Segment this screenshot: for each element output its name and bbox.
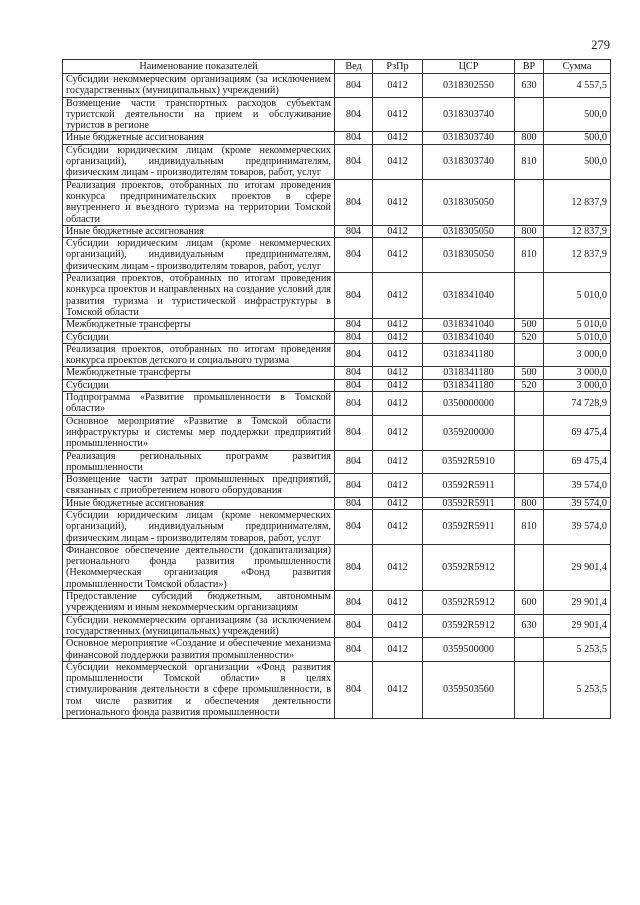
cell-sum: 500,0: [544, 97, 611, 132]
cell-sum: 39 574,0: [544, 509, 611, 544]
table-row: [63, 614, 611, 638]
cell-csr: 03592R5912: [423, 544, 515, 590]
cell-vr: 630: [515, 74, 544, 98]
cell-name: Реализация проектов, отобранных по итогам проведения конкурса проектов детского и социального туризма: [63, 343, 335, 367]
cell-csr: 03592R5910: [423, 450, 515, 474]
budget-table: [62, 59, 611, 719]
cell-vr: 630: [515, 614, 544, 638]
cell-csr: 0318305050: [423, 225, 515, 237]
cell-rzpr: 0412: [373, 74, 423, 98]
cell-ved: 804: [335, 179, 373, 225]
cell-ved: 804: [335, 509, 373, 544]
cell-vr: 800: [515, 132, 544, 144]
cell-vr: [515, 638, 544, 662]
cell-sum: 29 901,4: [544, 544, 611, 590]
cell-ved: 804: [335, 497, 373, 509]
cell-csr: 0318303740: [423, 97, 515, 132]
table-row: [63, 661, 611, 718]
cell-csr: 0318305050: [423, 238, 515, 273]
cell-csr: 0318305050: [423, 179, 515, 225]
cell-vr: [515, 343, 544, 367]
cell-csr: 0350000000: [423, 392, 515, 416]
cell-ved: 804: [335, 97, 373, 132]
table-row: [63, 544, 611, 590]
header-vr: ВР: [515, 60, 544, 74]
cell-vr: [515, 97, 544, 132]
cell-rzpr: 0412: [373, 379, 423, 391]
cell-sum: 5 253,5: [544, 661, 611, 718]
cell-sum: 74 728,9: [544, 392, 611, 416]
cell-csr: 0318303740: [423, 132, 515, 144]
cell-ved: 804: [335, 74, 373, 98]
cell-csr: 0318341180: [423, 343, 515, 367]
cell-vr: [515, 474, 544, 498]
page-number: 279: [591, 38, 610, 52]
cell-name: Иные бюджетные ассигнования: [63, 225, 335, 237]
cell-name: Субсидии некоммерческим организациям (за исключением государственных (муниципальных) учреждений): [63, 74, 335, 98]
cell-rzpr: 0412: [373, 144, 423, 179]
cell-rzpr: 0412: [373, 544, 423, 590]
cell-vr: 520: [515, 379, 544, 391]
table-row: [63, 331, 611, 343]
table-row: [63, 273, 611, 319]
cell-ved: 804: [335, 415, 373, 450]
cell-sum: 5 253,5: [544, 638, 611, 662]
cell-sum: 39 574,0: [544, 497, 611, 509]
cell-rzpr: 0412: [373, 132, 423, 144]
table-row: [63, 132, 611, 144]
cell-sum: 500,0: [544, 144, 611, 179]
cell-vr: 800: [515, 497, 544, 509]
cell-rzpr: 0412: [373, 331, 423, 343]
cell-name: Иные бюджетные ассигнования: [63, 132, 335, 144]
cell-ved: 804: [335, 544, 373, 590]
cell-name: Реализация проектов, отобранных по итогам проведения конкурса проектов и направленных на создание условий для развития туризма и туристической инфраструктуры в Томской области: [63, 273, 335, 319]
cell-vr: [515, 661, 544, 718]
cell-sum: 4 557,5: [544, 74, 611, 98]
cell-ved: 804: [335, 331, 373, 343]
cell-rzpr: 0412: [373, 614, 423, 638]
cell-vr: [515, 450, 544, 474]
cell-vr: [515, 415, 544, 450]
table-row: [63, 474, 611, 498]
cell-ved: 804: [335, 614, 373, 638]
cell-ved: 804: [335, 591, 373, 615]
cell-sum: 5 010,0: [544, 273, 611, 319]
table-body: [63, 74, 611, 719]
cell-csr: 03592R5912: [423, 591, 515, 615]
cell-name: Субсидии: [63, 379, 335, 391]
cell-rzpr: 0412: [373, 343, 423, 367]
cell-sum: 3 000,0: [544, 343, 611, 367]
cell-sum: 12 837,9: [544, 179, 611, 225]
table-row: [63, 379, 611, 391]
cell-name: Межбюджетные трансферты: [63, 319, 335, 331]
cell-csr: 0318341040: [423, 331, 515, 343]
cell-csr: 0359500000: [423, 638, 515, 662]
cell-ved: 804: [335, 450, 373, 474]
cell-vr: [515, 392, 544, 416]
cell-ved: 804: [335, 238, 373, 273]
table-row: [63, 74, 611, 98]
cell-name: Реализация региональных программ развития промышленности: [63, 450, 335, 474]
table-row: [63, 343, 611, 367]
cell-ved: 804: [335, 319, 373, 331]
cell-ved: 804: [335, 661, 373, 718]
cell-sum: 69 475,4: [544, 415, 611, 450]
cell-csr: 03592R5911: [423, 474, 515, 498]
cell-sum: 5 010,0: [544, 319, 611, 331]
cell-sum: 29 901,4: [544, 591, 611, 615]
cell-ved: 804: [335, 379, 373, 391]
cell-rzpr: 0412: [373, 179, 423, 225]
table-row: [63, 144, 611, 179]
cell-rzpr: 0412: [373, 497, 423, 509]
cell-name: Возмещение части затрат промышленных предприятий, связанных с приобретением нового оборудования: [63, 474, 335, 498]
table-row: [63, 392, 611, 416]
cell-sum: 12 837,9: [544, 238, 611, 273]
cell-csr: 03592R5911: [423, 509, 515, 544]
header-name: Наименование показателей: [63, 60, 335, 74]
cell-ved: 804: [335, 392, 373, 416]
table-row: [63, 497, 611, 509]
table-row: [63, 450, 611, 474]
cell-name: Основное мероприятие «Создание и обеспечение механизма финансовой поддержки развития промышленности»: [63, 638, 335, 662]
table-row: [63, 367, 611, 379]
cell-vr: 800: [515, 225, 544, 237]
table-row: [63, 225, 611, 237]
cell-vr: 810: [515, 509, 544, 544]
table-row: [63, 591, 611, 615]
cell-name: Подпрограмма «Развитие промышленности в Томской области»: [63, 392, 335, 416]
cell-csr: 0318302550: [423, 74, 515, 98]
header-csr: ЦСР: [423, 60, 515, 74]
cell-sum: 5 010,0: [544, 331, 611, 343]
cell-rzpr: 0412: [373, 319, 423, 331]
cell-sum: 3 000,0: [544, 379, 611, 391]
cell-name: Возмещение части транспортных расходов субъектам туристской деятельности на прием и обслуживание туристов в регионе: [63, 97, 335, 132]
cell-ved: 804: [335, 474, 373, 498]
cell-name: Субсидии юридическим лицам (кроме некоммерческих организаций), индивидуальным предпринимателям, физическим лицам - производителям товаров, работ, услуг: [63, 144, 335, 179]
cell-sum: 500,0: [544, 132, 611, 144]
table-row: [63, 319, 611, 331]
cell-rzpr: 0412: [373, 97, 423, 132]
cell-vr: 500: [515, 319, 544, 331]
cell-name: Субсидии юридическим лицам (кроме некоммерческих организаций), индивидуальным предпринимателям, физическим лицам - производителям товаров, работ, услуг: [63, 509, 335, 544]
table-row: [63, 638, 611, 662]
cell-csr: 03592R5912: [423, 614, 515, 638]
cell-name: Субсидии юридическим лицам (кроме некоммерческих организаций), индивидуальным предпринимателям, физическим лицам - производителям товаров, работ, услуг: [63, 238, 335, 273]
cell-vr: 520: [515, 331, 544, 343]
cell-csr: 03592R5911: [423, 497, 515, 509]
table-row: [63, 509, 611, 544]
header-rzpr: РзПр: [373, 60, 423, 74]
cell-name: Субсидии некоммерческой организации «Фонд развития промышленности Томской области» в целях стимулирования деятельности в сфере промышленности, в том числе развития и обеспечения деятельности регионального фонда развития промышленности: [63, 661, 335, 718]
cell-rzpr: 0412: [373, 415, 423, 450]
cell-sum: 69 475,4: [544, 450, 611, 474]
cell-name: Субсидии: [63, 331, 335, 343]
cell-name: Иные бюджетные ассигнования: [63, 497, 335, 509]
cell-csr: 0318341180: [423, 379, 515, 391]
cell-rzpr: 0412: [373, 638, 423, 662]
cell-csr: 0318341180: [423, 367, 515, 379]
cell-vr: 810: [515, 238, 544, 273]
cell-rzpr: 0412: [373, 238, 423, 273]
cell-ved: 804: [335, 367, 373, 379]
cell-rzpr: 0412: [373, 367, 423, 379]
cell-name: Реализация проектов, отобранных по итогам проведения конкурса предпринимательских проектов в сфере внутреннего и въездного туризма на территории Томской области: [63, 179, 335, 225]
header-sum: Сумма: [544, 60, 611, 74]
cell-csr: 0318341040: [423, 273, 515, 319]
cell-name: Финансовое обеспечение деятельности (докапитализация) регионального фонда развития промышленности (Некоммерческая организация «Фонд развития промышленности Томской области»): [63, 544, 335, 590]
cell-rzpr: 0412: [373, 273, 423, 319]
cell-name: Субсидии некоммерческим организациям (за исключением государственных (муниципальных) учреждений): [63, 614, 335, 638]
cell-rzpr: 0412: [373, 591, 423, 615]
table-row: [63, 415, 611, 450]
cell-csr: 0359503560: [423, 661, 515, 718]
cell-name: Основное мероприятие «Развитие в Томской области инфраструктуры и системы мер поддержки предприятий промышленности»: [63, 415, 335, 450]
cell-ved: 804: [335, 144, 373, 179]
cell-rzpr: 0412: [373, 225, 423, 237]
header-ved: Вед: [335, 60, 373, 74]
cell-csr: 0359200000: [423, 415, 515, 450]
cell-vr: 810: [515, 144, 544, 179]
cell-ved: 804: [335, 225, 373, 237]
cell-csr: 0318303740: [423, 144, 515, 179]
cell-sum: 3 000,0: [544, 367, 611, 379]
cell-ved: 804: [335, 638, 373, 662]
cell-vr: 600: [515, 591, 544, 615]
table-row: [63, 97, 611, 132]
table-row: [63, 238, 611, 273]
cell-sum: 39 574,0: [544, 474, 611, 498]
cell-name: Предоставление субсидий бюджетным, автономным учреждениям и иным некоммерческим организациям: [63, 591, 335, 615]
cell-vr: 500: [515, 367, 544, 379]
cell-ved: 804: [335, 273, 373, 319]
cell-rzpr: 0412: [373, 392, 423, 416]
table-header-row: [63, 60, 611, 74]
cell-ved: 804: [335, 343, 373, 367]
cell-sum: 12 837,9: [544, 225, 611, 237]
cell-sum: 29 901,4: [544, 614, 611, 638]
cell-vr: [515, 179, 544, 225]
cell-ved: 804: [335, 132, 373, 144]
cell-name: Межбюджетные трансферты: [63, 367, 335, 379]
table-row: [63, 179, 611, 225]
cell-rzpr: 0412: [373, 474, 423, 498]
cell-rzpr: 0412: [373, 661, 423, 718]
cell-csr: 0318341040: [423, 319, 515, 331]
cell-rzpr: 0412: [373, 509, 423, 544]
cell-vr: [515, 273, 544, 319]
cell-rzpr: 0412: [373, 450, 423, 474]
cell-vr: [515, 544, 544, 590]
